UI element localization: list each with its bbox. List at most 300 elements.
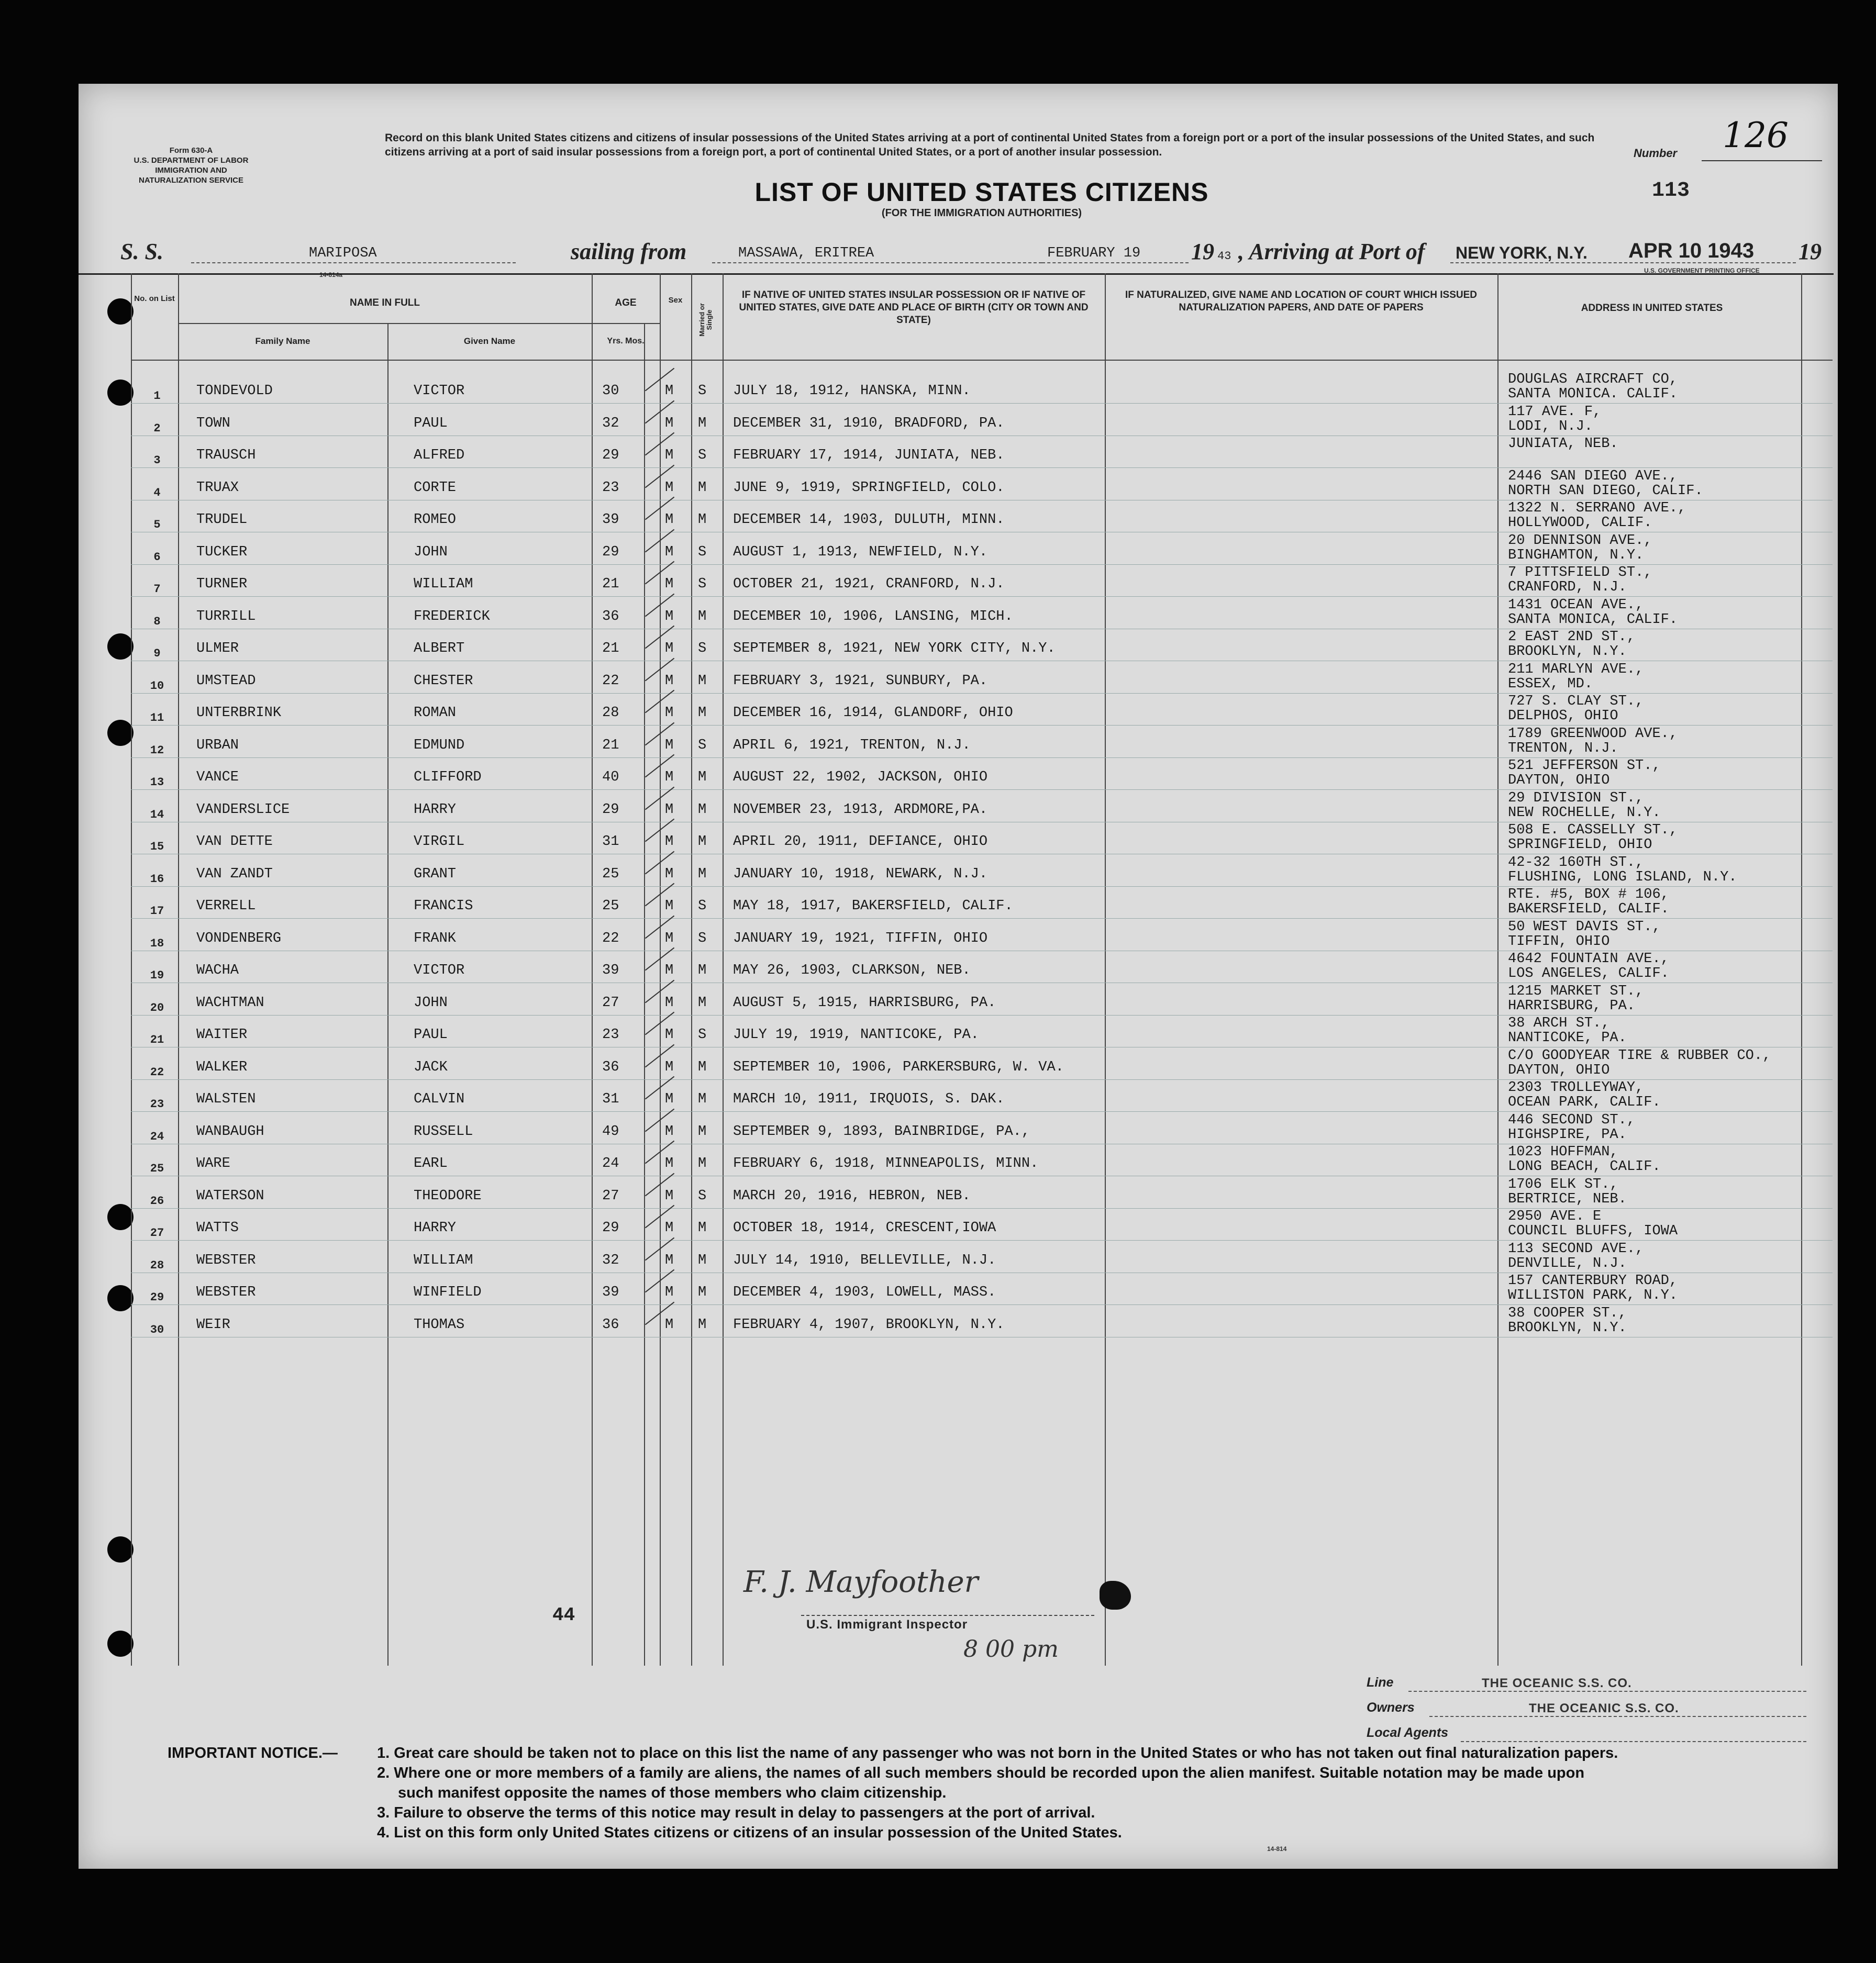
sex: M [665,1285,674,1300]
sex: M [665,1253,674,1268]
sex: M [665,1027,674,1043]
birth-info: NOVEMBER 23, 1913, ARDMORE,PA. [733,802,988,818]
sex: M [665,995,674,1011]
given-name: ALFRED [414,448,465,463]
address-line-1: 1431 OCEAN AVE., [1508,597,1644,613]
row-number: 25 [150,1162,164,1175]
notice-item-2: 2. Where one or more members of a family are aliens, the names of all such members should be recorded upon the alien manifest. Suitable notation may be made upon [377,1765,1585,1781]
age-years: 36 [602,1059,619,1075]
address-line-1: 113 SECOND AVE., [1508,1241,1644,1257]
row-number: 14 [150,808,164,821]
col-divider [723,273,724,1666]
row-rule [131,1240,1833,1241]
age-years: 21 [602,738,619,753]
age-years: 29 [602,448,619,463]
year-prefix: 19 [1191,239,1214,264]
header-yrs-mos: Yrs. Mos. [607,337,645,345]
address-line-1: JUNIATA, NEB. [1508,436,1618,452]
marital-status: M [698,1285,707,1300]
address-line-1: 157 CANTERBURY ROAD, [1508,1273,1678,1289]
notice-heading: IMPORTANT NOTICE.— [168,1745,338,1761]
row-number: 27 [150,1226,164,1240]
marital-status: M [698,1091,707,1107]
row-rule [131,467,1833,468]
age-years: 27 [602,995,619,1011]
sex: M [665,1156,674,1172]
birth-info: SEPTEMBER 9, 1893, BAINBRIDGE, PA., [733,1124,1030,1140]
row-rule [131,789,1833,790]
owners-value: THE OCEANIC S.S. CO. [1529,1701,1679,1715]
sailing-from-label: sailing from [571,239,687,264]
birth-info: SEPTEMBER 10, 1906, PARKERSBURG, W. VA. [733,1059,1064,1075]
birth-info: JULY 19, 1919, NANTICOKE, PA. [733,1027,979,1043]
marital-status: M [698,1124,707,1140]
address-line-2: ESSEX, MD. [1508,676,1593,692]
row-number: 29 [150,1291,164,1304]
given-name: FRANCIS [414,898,473,914]
age-years: 49 [602,1124,619,1140]
row-rule [131,1111,1833,1112]
address-line-2: BINGHAMTON, N.Y. [1508,548,1644,563]
given-name: CHESTER [414,673,473,689]
marital-status: S [698,1188,707,1204]
notice-item-3: 3. Failure to observe the terms of this notice may result in delay to passengers at the port of arrival. [377,1804,1095,1821]
address-line-1: 29 DIVISION ST., [1508,790,1644,806]
header-given-name: Given Name [463,336,516,346]
family-name: TOWN [196,416,230,431]
age-years: 29 [602,1220,619,1236]
row-number: 12 [150,744,164,757]
printing-office: U.S. GOVERNMENT PRINTING OFFICE [1644,267,1760,274]
header-divider [178,323,660,324]
given-name: VICTOR [414,963,465,978]
row-number: 5 [153,518,161,531]
age-years: 32 [602,1253,619,1268]
handwritten-time: 8 00 pm [963,1636,1059,1663]
address-line-1: 2303 TROLLEYWAY, [1508,1080,1644,1096]
col-divider [131,273,132,1666]
birth-info: DECEMBER 4, 1903, LOWELL, MASS. [733,1285,996,1300]
given-name: VICTOR [414,383,465,399]
address-line-1: DOUGLAS AIRCRAFT CO, [1508,372,1678,387]
year-end: 19 [1799,239,1822,264]
sex: M [665,866,674,882]
family-name: URBAN [196,738,239,753]
given-name: HARRY [414,802,457,818]
family-name: TUCKER [196,544,248,560]
address-line-1: 7 PITTSFIELD ST., [1508,565,1652,581]
ship-underline [191,262,516,263]
address-line-2: BAKERSFIELD, CALIF. [1508,901,1669,917]
given-name: EARL [414,1156,448,1172]
age-years: 31 [602,834,619,850]
department-name: U.S. DEPARTMENT OF LABOR [134,156,249,165]
total-count: 44 [552,1604,575,1626]
service-name: IMMIGRATION AND NATURALIZATION SERVICE [138,166,243,185]
address-line-1: 20 DENNISON AVE., [1508,533,1652,549]
family-name: WANBAUGH [196,1124,264,1140]
family-name: VAN DETTE [196,834,273,850]
row-number: 26 [150,1195,164,1208]
marital-status: M [698,995,707,1011]
sex: M [665,1188,674,1204]
printing-code: 14-814a [319,271,343,278]
family-name: VONDENBERG [196,931,282,946]
col-divider [178,273,179,1666]
document-subtitle: (FOR THE IMMIGRATION AUTHORITIES) [881,207,1082,219]
address-line-1: 446 SECOND ST., [1508,1112,1636,1128]
row-number: 19 [150,969,164,982]
row-number: 13 [150,776,164,789]
family-name: TONDEVOLD [196,383,273,399]
row-number: 24 [150,1130,164,1143]
address-line-1: 1706 ELK ST., [1508,1177,1618,1192]
row-number: 30 [150,1323,164,1336]
given-name: FRANK [414,931,457,946]
family-name: VAN ZANDT [196,866,273,882]
address-line-2: CRANFORD, N.J. [1508,579,1627,595]
number-label: Number [1634,147,1678,160]
arrival-port: NEW YORK, N.Y. [1456,243,1588,262]
age-years: 32 [602,416,619,431]
row-number: 2 [153,422,161,435]
family-name: TRUAX [196,480,239,496]
given-name: JACK [414,1059,448,1075]
address-line-1: 4642 FOUNTAIN AVE., [1508,951,1669,967]
marital-status: M [698,673,707,689]
birth-info: SEPTEMBER 8, 1921, NEW YORK CITY, N.Y. [733,641,1056,656]
marital-status: M [698,1220,707,1236]
row-rule [131,725,1833,726]
sex: M [665,898,674,914]
address-line-1: 211 MARLYN AVE., [1508,662,1644,677]
sailing-date: FEBRUARY 19 [1047,246,1141,261]
address-line-1: 1322 N. SERRANO AVE., [1508,500,1686,516]
given-name: CALVIN [414,1091,465,1107]
given-name: PAUL [414,1027,448,1043]
address-line-2: BERTRICE, NEB. [1508,1191,1627,1207]
family-name: UNTERBRINK [196,705,282,721]
owners-underline [1429,1716,1806,1717]
family-name: WATERSON [196,1188,264,1204]
age-years: 36 [602,1317,619,1333]
sex: M [665,834,674,850]
birth-info: MAY 26, 1903, CLARKSON, NEB. [733,963,971,978]
address-line-2: NANTICOKE, PA. [1508,1030,1627,1046]
marital-status: M [698,705,707,721]
sex: M [665,931,674,946]
row-number: 1 [153,389,161,403]
row-rule [131,1304,1833,1305]
row-number: 18 [150,937,164,950]
address-line-1: 42-32 160TH ST., [1508,855,1644,871]
row-rule [131,918,1833,919]
sex: M [665,1317,674,1333]
age-years: 29 [602,802,619,818]
header-age: AGE [615,297,637,308]
given-name: WILLIAM [414,576,473,592]
marital-status: S [698,738,707,753]
sex: M [665,448,674,463]
row-number: 22 [150,1066,164,1079]
age-years: 39 [602,1285,619,1300]
family-name: WEIR [196,1317,230,1333]
row-number: 17 [150,905,164,918]
date-underline [1042,262,1189,263]
address-line-1: 521 JEFFERSON ST., [1508,758,1661,774]
given-name: THEODORE [414,1188,482,1204]
birth-info: JANUARY 10, 1918, NEWARK, N.J. [733,866,988,882]
birth-info: AUGUST 5, 1915, HARRISBURG, PA. [733,995,996,1011]
address-line-2: DAYTON, OHIO [1508,1063,1610,1078]
marital-status: M [698,512,707,528]
passenger-table [79,273,1838,1671]
col-divider [1105,273,1106,1666]
given-name: VIRGIL [414,834,465,850]
family-name: WEBSTER [196,1285,256,1300]
family-name: WATTS [196,1220,239,1236]
col-divider [644,323,645,1666]
row-number: 11 [150,711,164,724]
family-name: UMSTEAD [196,673,256,689]
birth-info: MARCH 20, 1916, HEBRON, NEB. [733,1188,971,1204]
marital-status: S [698,448,707,463]
marital-status: M [698,769,707,785]
ss-label: S. S. [120,239,163,264]
birth-info: AUGUST 1, 1913, NEWFIELD, N.Y. [733,544,988,560]
address-line-2: TRENTON, N.J. [1508,741,1618,756]
row-number: 28 [150,1259,164,1272]
age-years: 39 [602,512,619,528]
family-name: VANCE [196,769,239,785]
line-label: Line [1367,1675,1394,1690]
age-years: 21 [602,576,619,592]
address-line-2: DENVILLE, N.J. [1508,1256,1627,1272]
marital-status: M [698,802,707,818]
address-line-1: RTE. #5, BOX # 106, [1508,887,1669,902]
given-name: CORTE [414,480,457,496]
age-years: 23 [602,480,619,496]
row-number: 10 [150,679,164,693]
line-value: THE OCEANIC S.S. CO. [1482,1676,1632,1690]
age-years: 29 [602,544,619,560]
arriving-label: , Arriving at Port of [1238,239,1425,264]
ship-name: MARIPOSA [309,246,377,261]
form-identifier [128,146,254,185]
row-number: 7 [153,583,161,596]
address-line-2: HOLLYWOOD, CALIF. [1508,515,1652,531]
col-divider [387,323,388,1666]
address-line-1: C/O GOODYEAR TIRE & RUBBER CO., [1508,1048,1771,1064]
given-name: ALBERT [414,641,465,656]
age-years: 25 [602,898,619,914]
given-name: HARRY [414,1220,457,1236]
address-line-1: 38 ARCH ST., [1508,1016,1610,1031]
address-line-2: HARRISBURG, PA. [1508,998,1636,1014]
given-name: EDMUND [414,738,465,753]
family-name: TURNER [196,576,248,592]
col-divider [592,273,593,1666]
marital-status: M [698,866,707,882]
marital-status: M [698,480,707,496]
address-line-1: 2 EAST 2ND ST., [1508,629,1636,645]
sex: M [665,769,674,785]
family-name: ULMER [196,641,239,656]
bottom-form-code: 14-814 [1267,1845,1287,1853]
owners-label: Owners [1367,1700,1415,1715]
address-line-2: SANTA MONICA. CALIF. [1508,386,1678,402]
given-name: FREDERICK [414,609,490,624]
marital-status: S [698,898,707,914]
address-line-1: 508 E. CASSELLY ST., [1508,822,1678,838]
age-years: 39 [602,963,619,978]
marital-status: S [698,544,707,560]
number-underline [1702,160,1822,161]
handwritten-number: 126 [1723,115,1789,155]
given-name: JOHN [414,995,448,1011]
given-name: CLIFFORD [414,769,482,785]
age-years: 24 [602,1156,619,1172]
sex: M [665,480,674,496]
birth-info: APRIL 20, 1911, DEFIANCE, OHIO [733,834,988,850]
birth-info: FEBRUARY 17, 1914, JUNIATA, NEB. [733,448,1005,463]
family-name: WACHTMAN [196,995,264,1011]
birth-info: DECEMBER 31, 1910, BRADFORD, PA. [733,416,1005,431]
birth-info: APRIL 6, 1921, TRENTON, N.J. [733,738,971,753]
address-line-2: SANTA MONICA, CALIF. [1508,612,1678,628]
address-line-2: LOS ANGELES, CALIF. [1508,966,1669,981]
line-underline [1408,1691,1806,1692]
notice-item-2-cont: such manifest opposite the names of those members who claim citizenship. [398,1784,947,1801]
sex: M [665,544,674,560]
row-number: 23 [150,1098,164,1111]
given-name: ROMAN [414,705,457,721]
header-sex: Sex [668,296,683,305]
birth-info: OCTOBER 21, 1921, CRANFORD, N.J. [733,576,1005,592]
address-line-2: LONG BEACH, CALIF. [1508,1159,1661,1175]
address-line-2: DAYTON, OHIO [1508,773,1610,788]
arrival-date-stamp: APR 10 1943 [1628,239,1755,262]
birth-info: AUGUST 22, 1902, JACKSON, OHIO [733,769,988,785]
marital-status: M [698,1253,707,1268]
given-name: RUSSELL [414,1124,473,1140]
sex: M [665,1220,674,1236]
birth-info: MAY 18, 1917, BAKERSFIELD, CALIF. [733,898,1013,914]
given-name: ROMEO [414,512,457,528]
family-name: TRAUSCH [196,448,256,463]
header-name-in-full: NAME IN FULL [349,297,420,308]
sex: M [665,576,674,592]
address-line-1: 1023 HOFFMAN, [1508,1144,1618,1160]
address-line-1: 117 AVE. F, [1508,404,1602,420]
address-line-1: 38 COOPER ST., [1508,1306,1627,1321]
family-name: VANDERSLICE [196,802,290,818]
address-line-2: FLUSHING, LONG ISLAND, N.Y. [1508,869,1737,885]
marital-status: M [698,1156,707,1172]
address-line-2: NEW ROCHELLE, N.Y. [1508,805,1661,821]
birth-info: JANUARY 19, 1921, TIFFIN, OHIO [733,931,988,946]
address-line-2: BROOKLYN, N.Y. [1508,644,1627,660]
marital-status: M [698,416,707,431]
form-number: Form 630-A [169,146,213,155]
age-years: 22 [602,931,619,946]
sex: M [665,673,674,689]
row-number: 9 [153,647,161,660]
age-years: 25 [602,866,619,882]
given-name: JOHN [414,544,448,560]
age-years: 22 [602,673,619,689]
row-number: 15 [150,840,164,853]
port-from-underline [712,262,1042,263]
sex: M [665,609,674,624]
age-years: 36 [602,609,619,624]
header-address: ADDRESS IN UNITED STATES [1581,303,1723,314]
marital-status: M [698,963,707,978]
family-name: TRUDEL [196,512,248,528]
family-name: WALSTEN [196,1091,256,1107]
address-line-2: BROOKLYN, N.Y. [1508,1320,1627,1336]
sex: M [665,512,674,528]
address-line-1: 727 S. CLAY ST., [1508,694,1644,709]
given-name: WINFIELD [414,1285,482,1300]
birth-info: FEBRUARY 6, 1918, MINNEAPOLIS, MINN. [733,1156,1039,1172]
marital-status: M [698,1317,707,1333]
family-name: WEBSTER [196,1253,256,1268]
sex: M [665,963,674,978]
given-name: GRANT [414,866,457,882]
col-divider [1497,273,1498,1666]
header-no-on-list: No. on List [134,294,175,303]
marital-status: S [698,641,707,656]
marital-status: S [698,576,707,592]
age-years: 30 [602,383,619,399]
birth-info: DECEMBER 14, 1903, DULUTH, MINN. [733,512,1005,528]
birth-info: OCTOBER 18, 1914, CRESCENT,IOWA [733,1220,996,1236]
birth-info: DECEMBER 16, 1914, GLANDORF, OHIO [733,705,1013,721]
row-rule [131,403,1833,404]
address-line-2: SPRINGFIELD, OHIO [1508,837,1652,853]
sex: M [665,383,674,399]
sex: M [665,416,674,431]
age-years: 27 [602,1188,619,1204]
address-line-2: OCEAN PARK, CALIF. [1508,1095,1661,1110]
age-years: 40 [602,769,619,785]
year-suffix: 43 [1217,250,1231,263]
address-line-1: 1215 MARKET ST., [1508,984,1644,999]
sex: M [665,641,674,656]
header-naturalization: IF NATURALIZED, GIVE NAME AND LOCATION OF COURT WHICH ISSUED NATURALIZATION PAPERS, AND DATE OF PAPERS [1125,289,1477,313]
local-agents-label: Local Agents [1367,1725,1449,1740]
given-name: WILLIAM [414,1253,473,1268]
inspector-signature: F. J. Mayfoother [743,1565,979,1599]
signature-line [801,1615,1094,1616]
address-line-2: DELPHOS, OHIO [1508,708,1618,724]
birth-info: JULY 14, 1910, BELLEVILLE, N.J. [733,1253,996,1268]
record-instructions: Record on this blank United States citizens and citizens of insular possessions of the United States arriving at a port of continental United States from a foreign port or a port of the insular possessions of the United States, and such citizens arriving at a port of said insular possessions from a foreign port, a port of continental United States, or a port of another insular possession. [385,132,1595,158]
header-bottom-line [131,360,1833,361]
age-years: 28 [602,705,619,721]
sex: M [665,705,674,721]
row-number: 3 [153,454,161,467]
inspector-title: U.S. Immigrant Inspector [806,1618,968,1632]
given-name: THOMAS [414,1317,465,1333]
age-years: 31 [602,1091,619,1107]
header-family-name: Family Name [255,336,310,346]
birth-info: DECEMBER 10, 1906, LANSING, MICH. [733,609,1013,624]
row-rule [131,596,1833,597]
col-divider [660,273,661,1666]
family-name: VERRELL [196,898,256,914]
